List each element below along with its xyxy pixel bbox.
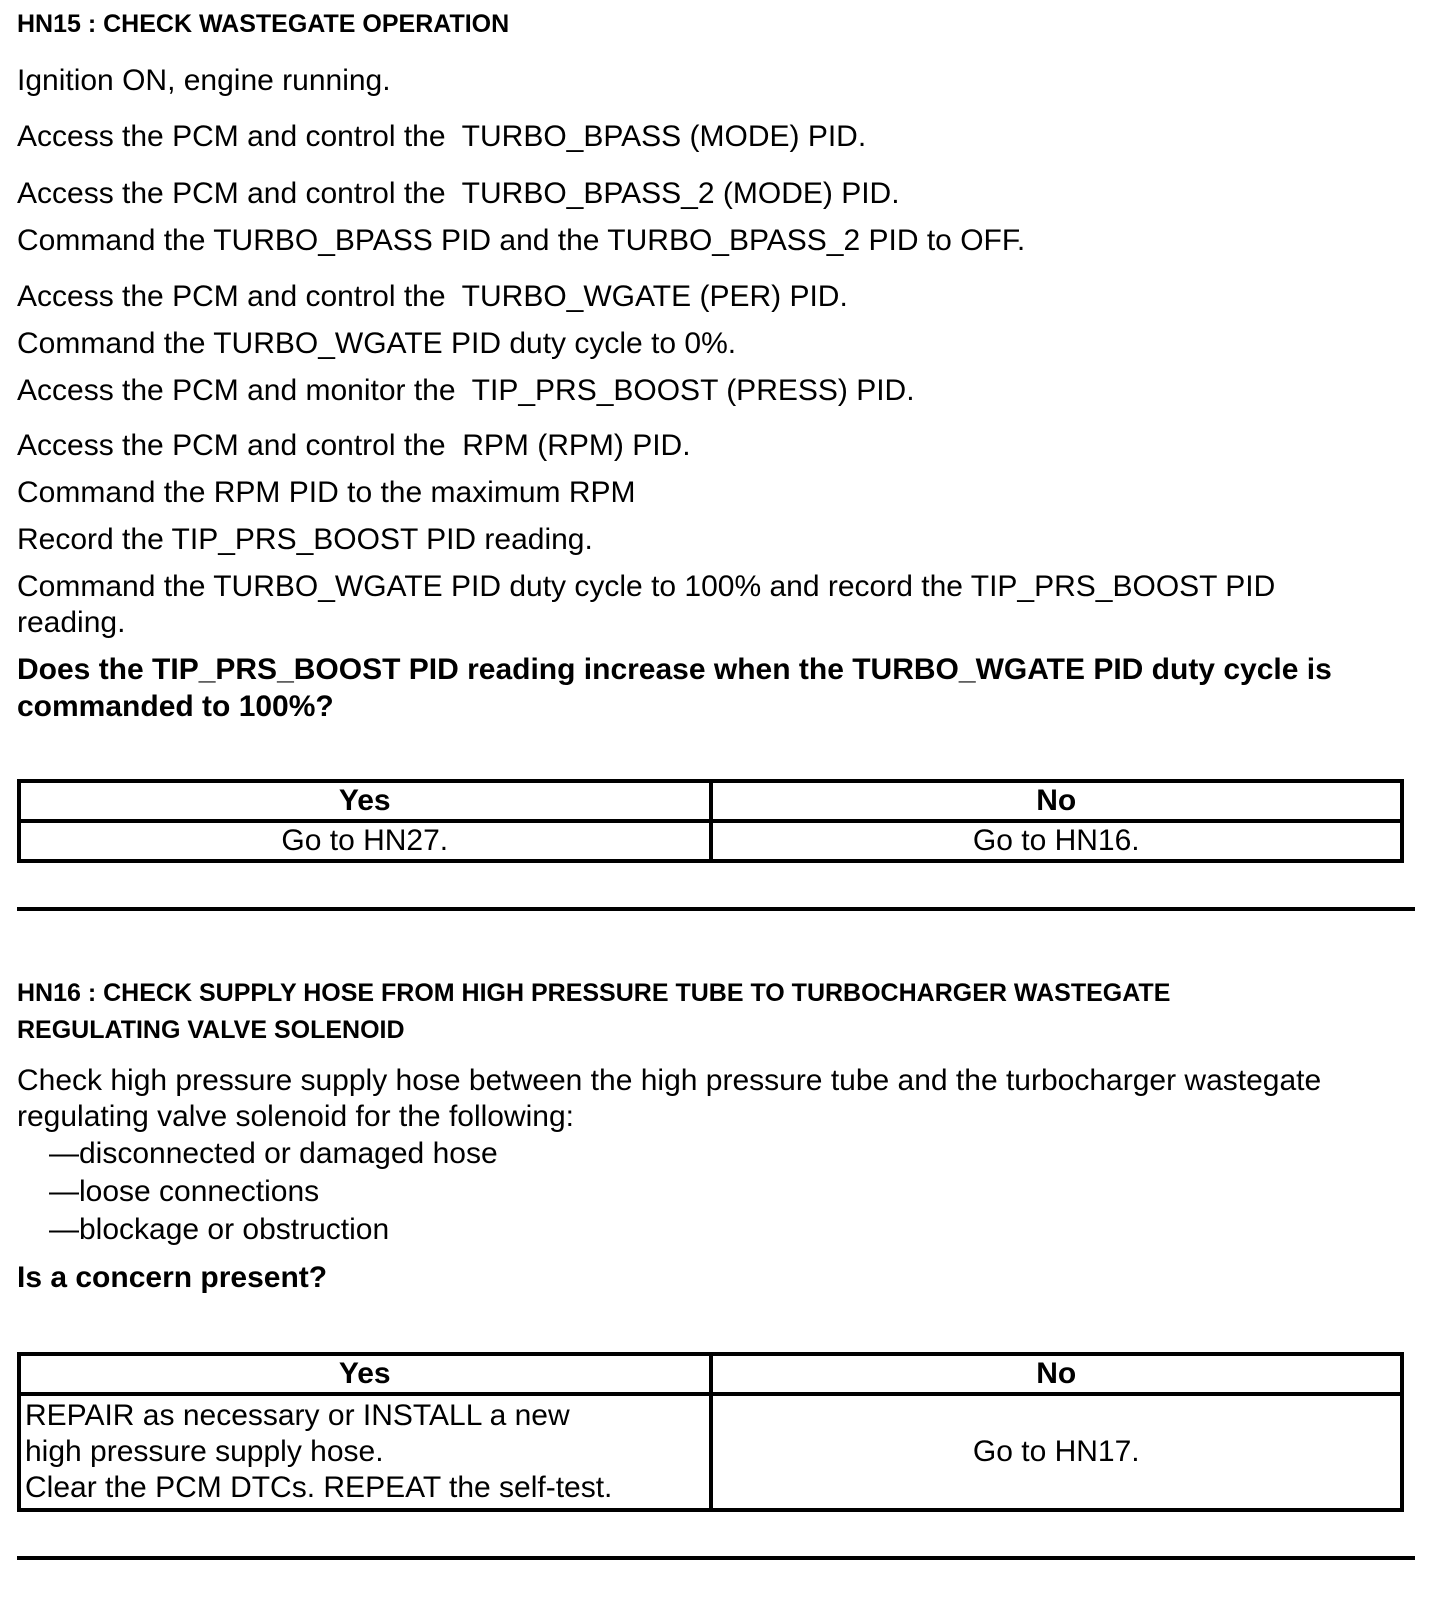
step-9: Command the RPM PID to the maximum RPM (17, 476, 636, 509)
step-1: Ignition ON, engine running. (17, 64, 391, 97)
section-hn15 (17, 6, 1417, 863)
bullet-item: —disconnected or damaged hose (49, 1137, 498, 1170)
yes-action-line: high pressure supply hose. (25, 1435, 384, 1468)
section-divider (17, 1556, 1415, 1560)
intro-text: Check high pressure supply hose between the high pressure tube and the turbocharger wastegate regulating valve solenoid for the following: (17, 1064, 1322, 1133)
step-8: Access the PCM and control the RPM (RPM) PID. (17, 429, 691, 462)
step-5: Access the PCM and control the TURBO_WGATE (PER) PID. (17, 280, 848, 313)
section-title: HN15 : CHECK WASTEGATE OPERATION (17, 10, 510, 38)
yes-header: Yes (19, 781, 711, 821)
section-title-line-1: HN16 : CHECK SUPPLY HOSE FROM HIGH PRESSURE TUBE TO TURBOCHARGER WASTEGATE (17, 979, 1171, 1007)
no-header: No (711, 1354, 1403, 1394)
step-2: Access the PCM and control the TURBO_BPASS (MODE) PID. (17, 120, 867, 153)
section-divider (17, 907, 1415, 911)
section-hn16 (17, 975, 1417, 1512)
yes-header: Yes (19, 1354, 711, 1394)
no-action: Go to HN16. (711, 821, 1403, 861)
question: Is a concern present? (17, 1261, 328, 1294)
bullet-item: —blockage or obstruction (49, 1213, 390, 1246)
no-action: Go to HN17. (711, 1394, 1403, 1510)
no-header: No (711, 781, 1403, 821)
yes-action-line: REPAIR as necessary or INSTALL a new (25, 1399, 570, 1432)
step-6: Command the TURBO_WGATE PID duty cycle to 0%. (17, 327, 737, 360)
step-11: Command the TURBO_WGATE PID duty cycle to 100% and record the TIP_PRS_BOOST PID reading. (17, 570, 1276, 639)
yes-action (19, 1394, 711, 1510)
step-7: Access the PCM and monitor the TIP_PRS_BOOST (PRESS) PID. (17, 374, 915, 407)
document-page (17, 0, 1417, 1560)
step-3: Access the PCM and control the TURBO_BPASS_2 (MODE) PID. (17, 177, 900, 210)
yes-action: Go to HN27. (19, 821, 711, 861)
step-10: Record the TIP_PRS_BOOST PID reading. (17, 523, 593, 556)
yes-no-table (17, 1352, 1404, 1512)
question: Does the TIP_PRS_BOOST PID reading increase when the TURBO_WGATE PID duty cycle is commanded to 100%? (17, 653, 1332, 723)
yes-no-table (17, 779, 1404, 863)
section-title-line-2: REGULATING VALVE SOLENOID (17, 1016, 405, 1044)
step-4: Command the TURBO_BPASS PID and the TURBO_BPASS_2 PID to OFF. (17, 224, 1026, 257)
yes-action-line: Clear the PCM DTCs. REPEAT the self-test. (25, 1471, 613, 1504)
bullet-item: —loose connections (49, 1175, 320, 1208)
